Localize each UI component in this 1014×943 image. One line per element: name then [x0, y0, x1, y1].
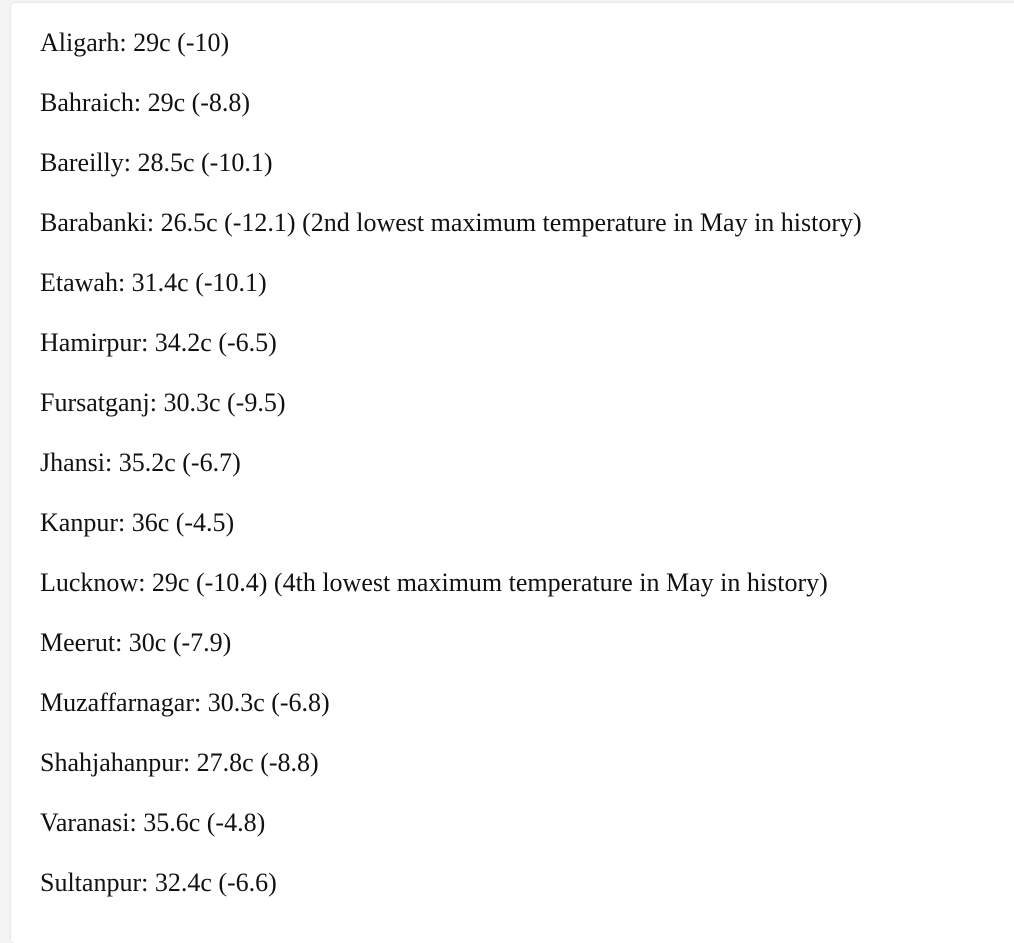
- list-item: Jhansi: 35.2c (-6.7): [40, 448, 241, 477]
- list-item: Etawah: 31.4c (-10.1): [40, 268, 267, 297]
- list-item: Bahraich: 29c (-8.8): [40, 88, 251, 117]
- list-item: Shahjahanpur: 27.8c (-8.8): [40, 748, 319, 777]
- list-item: Barabanki: 26.5c (-12.1) (2nd lowest maximum temperature in May in history): [40, 208, 862, 237]
- content-panel: [11, 3, 1014, 943]
- list-item: Kanpur: 36c (-4.5): [40, 508, 235, 537]
- list-item: Hamirpur: 34.2c (-6.5): [40, 328, 277, 357]
- list-item: Sultanpur: 32.4c (-6.6): [40, 868, 277, 897]
- list-item: Varanasi: 35.6c (-4.8): [40, 808, 266, 837]
- temperature-list: [40, 25, 862, 925]
- list-item: Muzaffarnagar: 30.3c (-6.8): [40, 688, 330, 717]
- list-item: Meerut: 30c (-7.9): [40, 628, 232, 657]
- list-item: Bareilly: 28.5c (-10.1): [40, 148, 273, 177]
- list-item: Lucknow: 29c (-10.4) (4th lowest maximum temperature in May in history): [40, 568, 828, 597]
- list-item: Aligarh: 29c (-10): [40, 28, 230, 57]
- list-item: Fursatganj: 30.3c (-9.5): [40, 388, 286, 417]
